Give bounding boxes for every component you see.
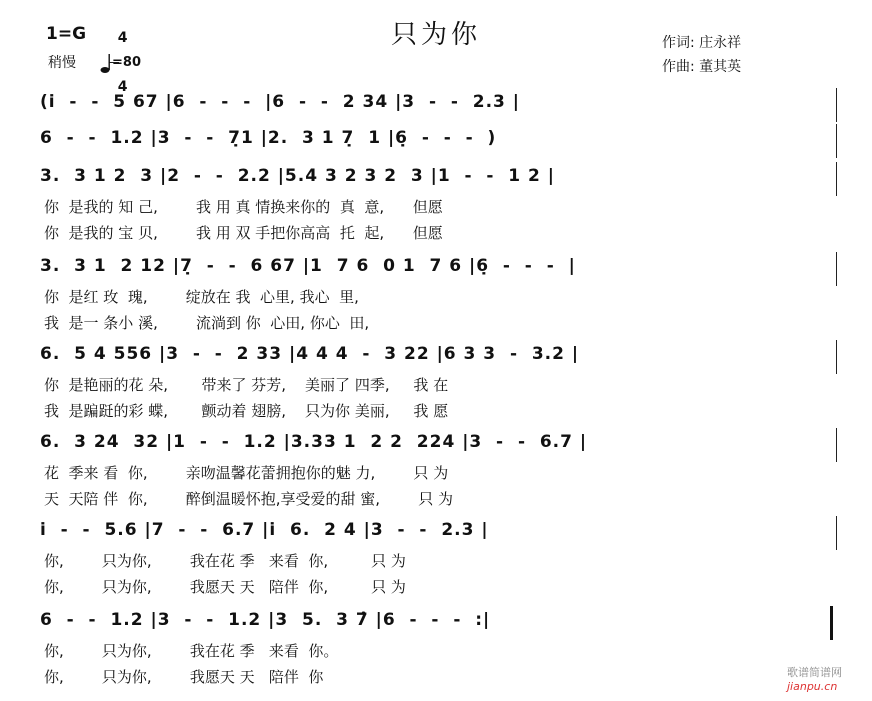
watermark bbox=[780, 651, 842, 693]
row-end-barline bbox=[836, 252, 837, 286]
lyric-line: 你, 只为你, 我愿天 天 陪伴 你, 只 为 bbox=[44, 578, 406, 596]
notation-row: 6 - - 1.2 |3 - - 1.2 |3 5. 3 7̂ |6 - - - :| bbox=[40, 610, 491, 630]
lyric-line: 你, 只为你, 我在花 季 来看 你, 只 为 bbox=[44, 552, 406, 570]
lyric-line: 花 季来 看 你, 亲吻温馨花蕾拥抱你的魅 力, 只 为 bbox=[44, 464, 449, 482]
lyric-line: 你 是我的 知 己, 我 用 真 情换来你的 真 意, 但愿 bbox=[44, 198, 443, 216]
lyric-line: 你 是红 玫 瑰, 绽放在 我 心里, 我心 里, bbox=[44, 288, 359, 306]
tempo-value: =80 bbox=[112, 55, 141, 70]
lyric-line: 你 是我的 宝 贝, 我 用 双 手把你高高 托 起, 但愿 bbox=[44, 224, 443, 242]
watermark-site-en: jianpu.cn bbox=[787, 680, 838, 693]
row-end-barline bbox=[836, 340, 837, 374]
row-end-barline bbox=[836, 162, 837, 196]
lyric-line: 你, 只为你, 我愿天 天 陪伴 你 bbox=[44, 668, 324, 686]
song-title: 只为你 bbox=[390, 20, 481, 50]
lyric-line: 你, 只为你, 我在花 季 来看 你。 bbox=[44, 642, 339, 660]
time-signature-bottom: 4 bbox=[117, 79, 128, 95]
time-signature-top: 4 bbox=[117, 30, 128, 46]
row-end-barline bbox=[836, 516, 837, 550]
watermark-site-cn: 歌谱简谱网 bbox=[787, 666, 842, 679]
lyric-line: 你 是艳丽的花 朵, 带来了 芬芳, 美丽了 四季, 我 在 bbox=[44, 376, 449, 394]
notation-row: 3. 3 1 2 3 |2 - - 2.2 |5.4 3 2 3 2 3 |1 - - 1 2 | bbox=[40, 166, 555, 186]
row-end-barline bbox=[836, 428, 837, 462]
lyric-line: 我 是一 条小 溪, 流淌到 你 心田, 你心 田, bbox=[44, 314, 370, 332]
notation-row: 6 - - 1.2 |3 - - 7̣1 |2. 3 1 7̣ 1 |6̣ - - - ) bbox=[40, 128, 497, 148]
lyricist-credit: 作词: 庄永祥 bbox=[662, 35, 742, 51]
notation-row: 3. 3 1 2 12 |7̣ - - 6 67 |1 7 6 0 1 7 6 |6̣ - - - | bbox=[40, 256, 576, 276]
notation-row: i̇ - - 5.6 |7 - - 6.7 |i̇ 6. 2 4 |3 - - 2.3 | bbox=[40, 520, 489, 540]
notation-row: (i̇ - - 5 67 |6 - - - |6 - - 2 34 |3 - - 2.3 | bbox=[40, 92, 520, 112]
notation-row: 6. 3 24 32 |1 - - 1.2 |3.33 1 2 2 224 |3 - - 6.7 | bbox=[40, 432, 588, 452]
composer-credit: 作曲: 董其英 bbox=[662, 59, 742, 75]
notation-row: 6. 5 4 556 |3 - - 2 33 |4 4 4 - 3 22 |6 3 3 - 3.2 | bbox=[40, 344, 580, 364]
row-end-barline bbox=[836, 88, 837, 122]
quarter-note-icon bbox=[100, 52, 112, 74]
key-signature: 1=G bbox=[46, 24, 87, 44]
row-end-barline bbox=[836, 124, 837, 158]
lyric-line: 天 天陪 伴 你, 醉倒温暖怀抱,享受爱的甜 蜜, 只 为 bbox=[44, 490, 453, 508]
lyric-line: 我 是蹁跹的彩 蝶, 颤动着 翅膀, 只为你 美丽, 我 愿 bbox=[44, 402, 449, 420]
tempo-label: 稍慢 bbox=[48, 55, 76, 71]
final-barline bbox=[830, 606, 833, 640]
